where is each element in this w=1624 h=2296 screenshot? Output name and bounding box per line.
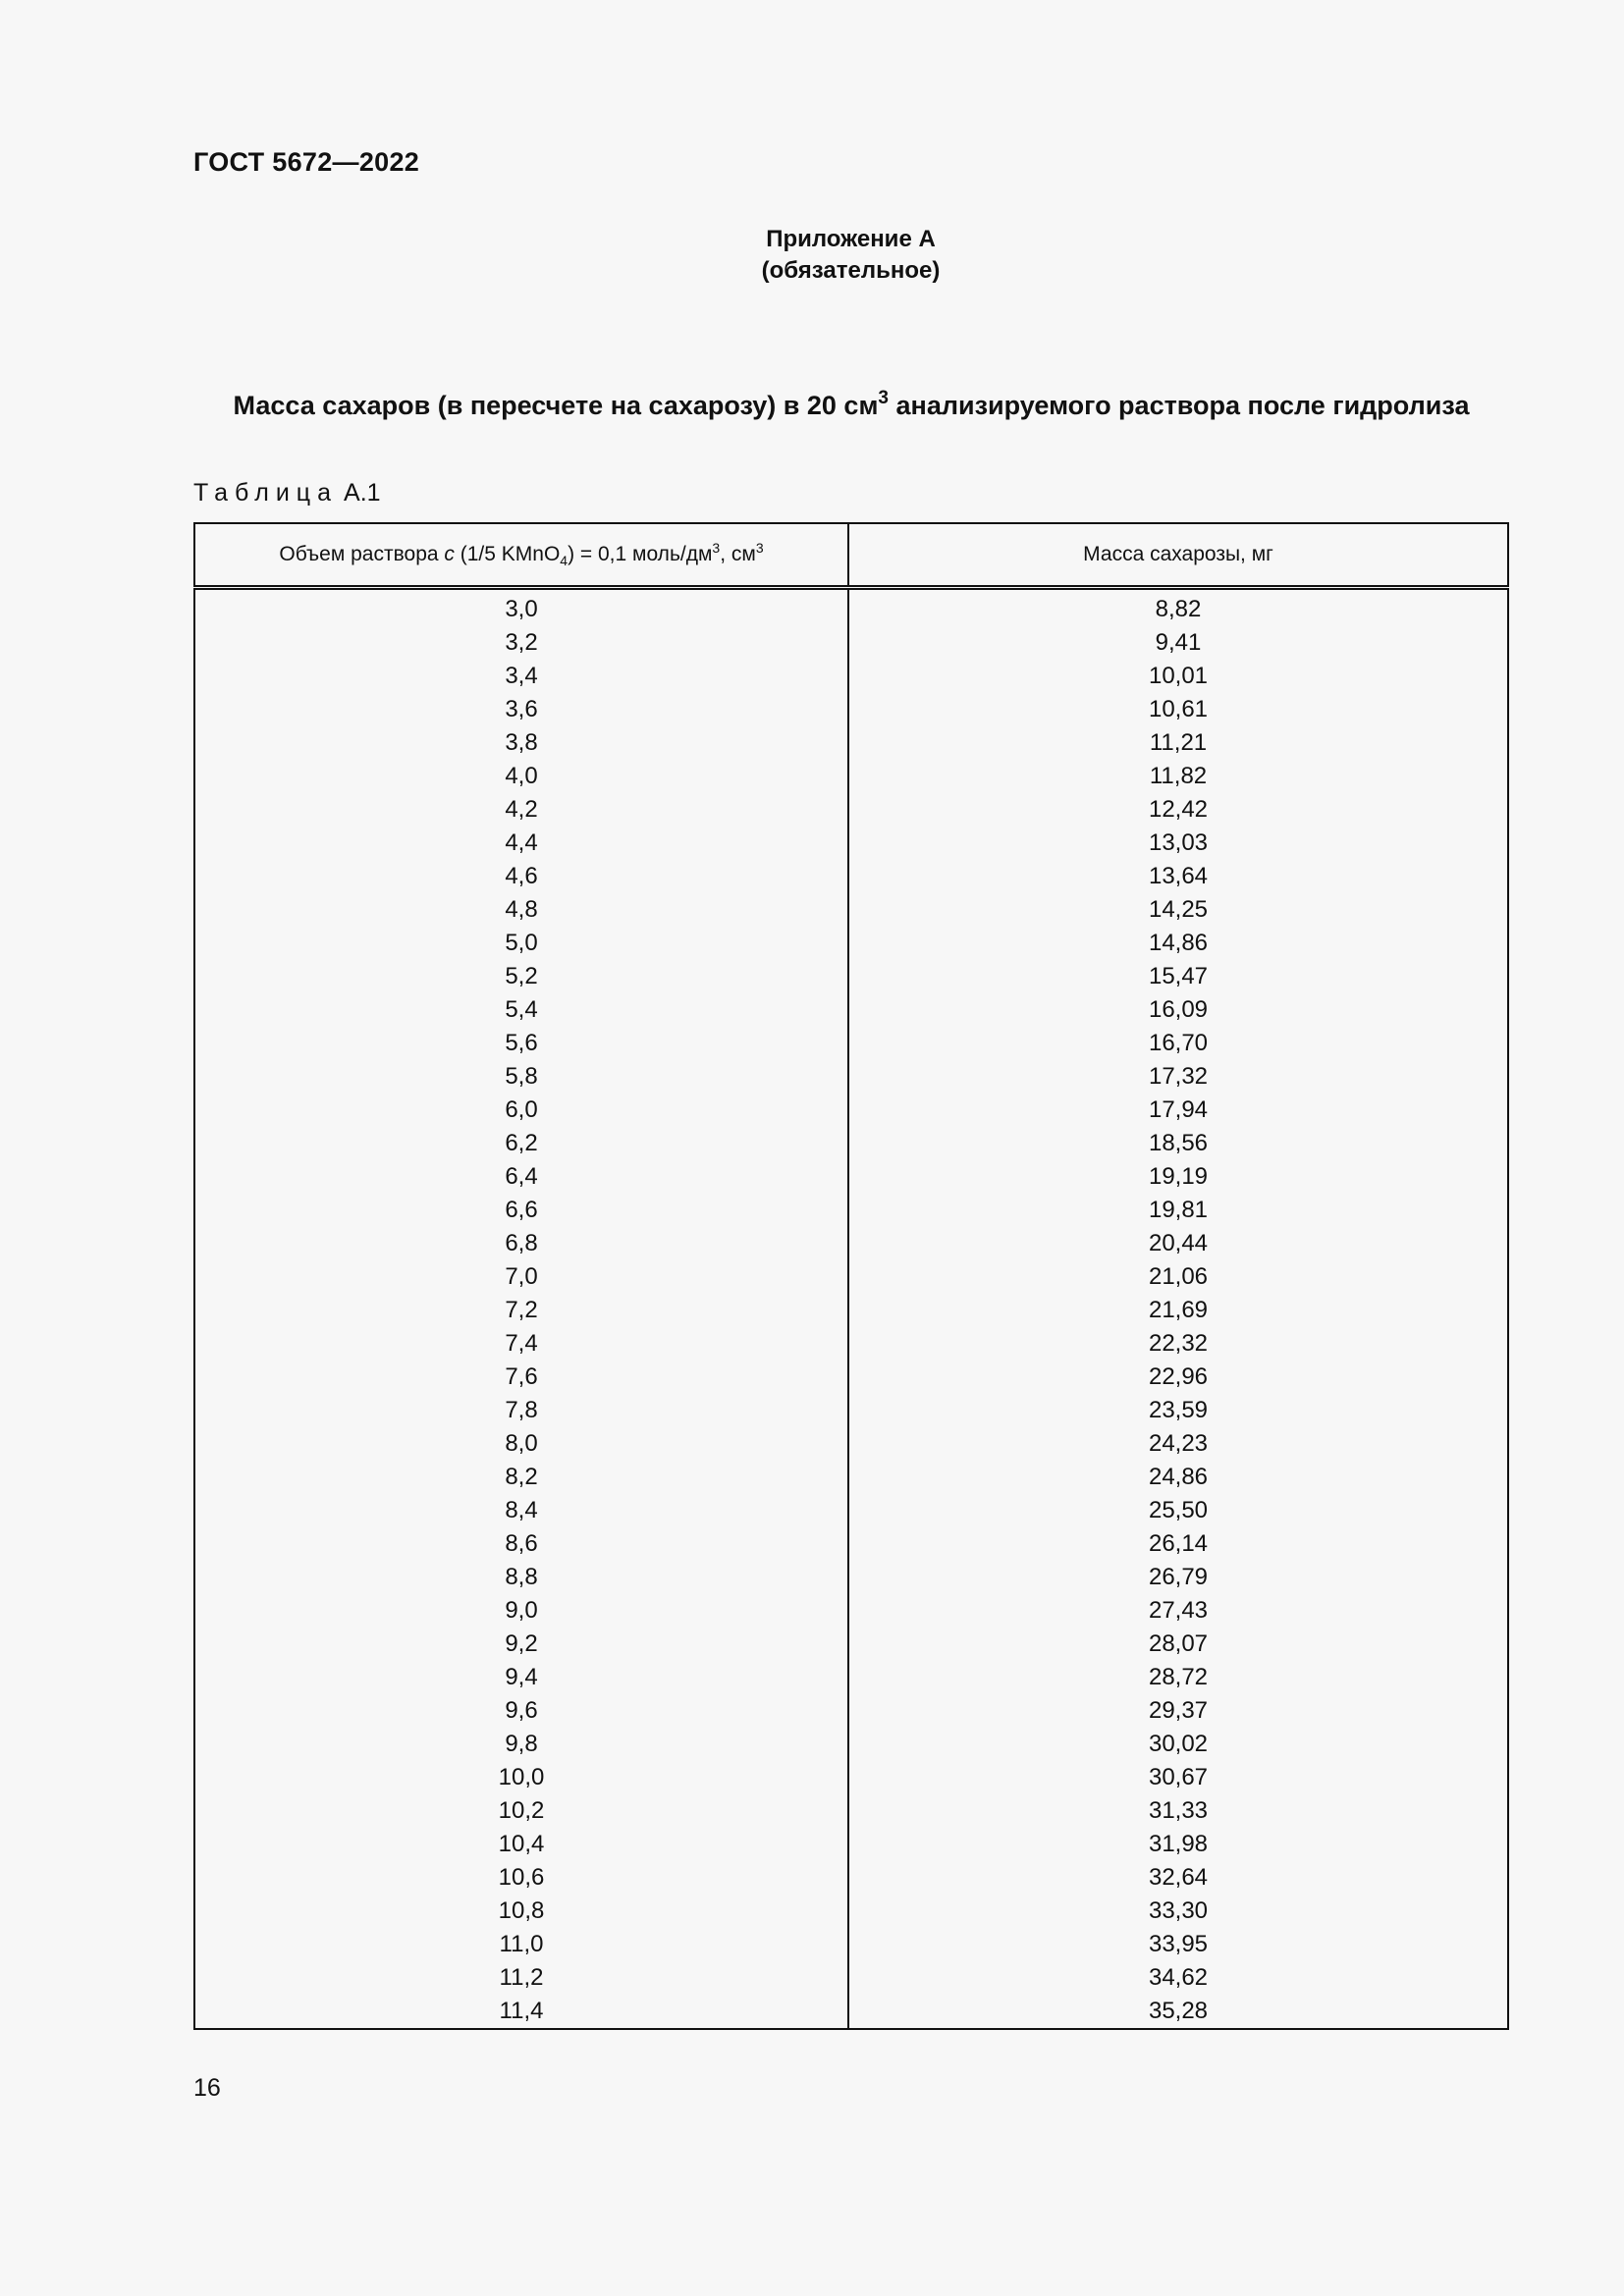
table-row [194, 1394, 1508, 1427]
col1-header-part4: , см [720, 543, 756, 565]
table-row [194, 1694, 1508, 1728]
sucrose-mass-cell: 25,50 [848, 1494, 1508, 1527]
sucrose-mass-cell: 11,21 [848, 726, 1508, 760]
table-label-number: А.1 [344, 479, 381, 507]
sucrose-mass-cell: 10,01 [848, 660, 1508, 693]
sucrose-mass-cell: 18,56 [848, 1127, 1508, 1160]
table-row [194, 827, 1508, 860]
table-row [194, 1895, 1508, 1928]
sucrose-mass-cell: 13,03 [848, 827, 1508, 860]
table-row [194, 1361, 1508, 1394]
sucrose-mass-cell: 26,14 [848, 1527, 1508, 1561]
table-header-row [194, 523, 1508, 588]
appendix-heading [0, 224, 1624, 287]
sucrose-mass-cell: 35,28 [848, 1995, 1508, 2029]
col1-header-prefix: Объем раствора [279, 543, 445, 565]
sucrose-mass-cell: 8,82 [848, 588, 1508, 627]
volume-cell: 10,8 [194, 1895, 848, 1928]
col1-header-part2: (1/5 KMnO [454, 543, 561, 565]
sucrose-mass-cell: 22,32 [848, 1327, 1508, 1361]
col1-header-sup-b: 3 [755, 540, 764, 556]
table-row [194, 1327, 1508, 1361]
volume-cell: 5,8 [194, 1060, 848, 1094]
volume-cell: 4,4 [194, 827, 848, 860]
volume-cell: 6,6 [194, 1194, 848, 1227]
table-row [194, 588, 1508, 627]
sucrose-mass-cell: 21,69 [848, 1294, 1508, 1327]
sucrose-mass-cell: 17,32 [848, 1060, 1508, 1094]
volume-cell: 11,4 [194, 1995, 848, 2029]
volume-cell: 9,6 [194, 1694, 848, 1728]
table-row [194, 1728, 1508, 1761]
table-row [194, 1928, 1508, 1961]
table-row [194, 993, 1508, 1027]
table-row [194, 1761, 1508, 1794]
table-row [194, 1227, 1508, 1260]
volume-cell: 3,2 [194, 626, 848, 660]
appendix-status: (обязательное) [761, 257, 941, 284]
sucrose-mass-cell: 27,43 [848, 1594, 1508, 1628]
sucrose-mass-cell: 16,09 [848, 993, 1508, 1027]
sucrose-mass-cell: 23,59 [848, 1394, 1508, 1427]
table-row [194, 1060, 1508, 1094]
appendix-title: Приложение А [766, 226, 936, 252]
sucrose-mass-cell: 33,30 [848, 1895, 1508, 1928]
sucrose-mass-cell: 12,42 [848, 793, 1508, 827]
table-row [194, 1027, 1508, 1060]
volume-cell: 10,6 [194, 1861, 848, 1895]
volume-cell: 6,4 [194, 1160, 848, 1194]
page-number: 16 [193, 2074, 221, 2102]
volume-cell: 8,6 [194, 1527, 848, 1561]
sucrose-mass-cell: 24,23 [848, 1427, 1508, 1461]
table-row [194, 1427, 1508, 1461]
sucrose-mass-table [193, 522, 1509, 2030]
volume-cell: 10,2 [194, 1794, 848, 1828]
volume-cell: 3,4 [194, 660, 848, 693]
sucrose-mass-cell: 14,25 [848, 893, 1508, 927]
volume-cell: 9,0 [194, 1594, 848, 1628]
volume-cell: 4,8 [194, 893, 848, 927]
sucrose-mass-cell: 19,19 [848, 1160, 1508, 1194]
table-row [194, 1661, 1508, 1694]
table-row [194, 1094, 1508, 1127]
sucrose-mass-cell: 28,72 [848, 1661, 1508, 1694]
table-row [194, 1127, 1508, 1160]
volume-cell: 4,0 [194, 760, 848, 793]
col1-header-italic-c: c [444, 543, 455, 565]
sucrose-mass-cell: 21,06 [848, 1260, 1508, 1294]
table-row [194, 1828, 1508, 1861]
volume-cell: 6,0 [194, 1094, 848, 1127]
table-row [194, 1260, 1508, 1294]
table-row [194, 1461, 1508, 1494]
table-row [194, 1794, 1508, 1828]
volume-cell: 5,4 [194, 993, 848, 1027]
sucrose-mass-cell: 34,62 [848, 1961, 1508, 1995]
volume-cell: 10,4 [194, 1828, 848, 1861]
volume-cell: 3,6 [194, 693, 848, 726]
sucrose-mass-cell: 20,44 [848, 1227, 1508, 1260]
volume-cell: 3,0 [194, 588, 848, 627]
sucrose-mass-cell: 32,64 [848, 1861, 1508, 1895]
volume-cell: 11,0 [194, 1928, 848, 1961]
col1-header-part3: ) = 0,1 моль/дм [568, 543, 713, 565]
table-row [194, 1160, 1508, 1194]
table-row [194, 1594, 1508, 1628]
sucrose-mass-cell: 19,81 [848, 1194, 1508, 1227]
volume-cell: 7,2 [194, 1294, 848, 1327]
sucrose-mass-cell: 17,94 [848, 1094, 1508, 1127]
sucrose-mass-cell: 22,96 [848, 1361, 1508, 1394]
table-row [194, 860, 1508, 893]
sucrose-mass-cell: 31,98 [848, 1828, 1508, 1861]
heading-text-before: Масса сахаров (в пересчете на сахарозу) в 20 см [233, 391, 879, 420]
sucrose-mass-cell: 30,02 [848, 1728, 1508, 1761]
table-row [194, 893, 1508, 927]
document-code: ГОСТ 5672—2022 [193, 147, 420, 177]
sucrose-mass-cell: 24,86 [848, 1461, 1508, 1494]
volume-cell: 7,8 [194, 1394, 848, 1427]
table-heading [193, 388, 1509, 421]
table-row [194, 1628, 1508, 1661]
volume-cell: 7,4 [194, 1327, 848, 1361]
sucrose-mass-cell: 28,07 [848, 1628, 1508, 1661]
sucrose-mass-cell: 14,86 [848, 927, 1508, 960]
heading-text-after: анализируемого раствора после гидролиза [889, 391, 1470, 420]
volume-cell: 6,8 [194, 1227, 848, 1260]
sucrose-mass-cell: 31,33 [848, 1794, 1508, 1828]
sucrose-mass-cell: 30,67 [848, 1761, 1508, 1794]
sucrose-mass-cell: 10,61 [848, 693, 1508, 726]
table-row [194, 726, 1508, 760]
sucrose-mass-cell: 26,79 [848, 1561, 1508, 1594]
table-row [194, 793, 1508, 827]
volume-cell: 9,4 [194, 1661, 848, 1694]
volume-cell: 10,0 [194, 1761, 848, 1794]
sucrose-mass-cell: 13,64 [848, 860, 1508, 893]
sucrose-mass-cell: 29,37 [848, 1694, 1508, 1728]
heading-superscript: 3 [878, 388, 889, 408]
sucrose-mass-cell: 11,82 [848, 760, 1508, 793]
table-row [194, 1194, 1508, 1227]
column-header-volume [194, 523, 848, 588]
column-header-sucrose-mass: Масса сахарозы, мг [848, 523, 1508, 588]
table-row [194, 760, 1508, 793]
table-row [194, 626, 1508, 660]
sucrose-mass-cell: 16,70 [848, 1027, 1508, 1060]
volume-cell: 5,2 [194, 960, 848, 993]
table-row [194, 1995, 1508, 2029]
volume-cell: 9,8 [194, 1728, 848, 1761]
volume-cell: 8,0 [194, 1427, 848, 1461]
col1-header-sup-a: 3 [712, 540, 721, 556]
volume-cell: 8,2 [194, 1461, 848, 1494]
table-row [194, 1561, 1508, 1594]
volume-cell: 4,6 [194, 860, 848, 893]
sucrose-mass-cell: 33,95 [848, 1928, 1508, 1961]
sucrose-mass-cell: 9,41 [848, 626, 1508, 660]
table-row [194, 1527, 1508, 1561]
volume-cell: 8,4 [194, 1494, 848, 1527]
volume-cell: 7,6 [194, 1361, 848, 1394]
volume-cell: 8,8 [194, 1561, 848, 1594]
volume-cell: 7,0 [194, 1260, 848, 1294]
table-label-word: Таблица [193, 479, 339, 507]
table-row [194, 1861, 1508, 1895]
table-row [194, 660, 1508, 693]
volume-cell: 5,0 [194, 927, 848, 960]
table-row [194, 1494, 1508, 1527]
table-row [194, 1961, 1508, 1995]
table-row [194, 927, 1508, 960]
volume-cell: 3,8 [194, 726, 848, 760]
table-row [194, 693, 1508, 726]
volume-cell: 4,2 [194, 793, 848, 827]
table-label [193, 479, 381, 507]
table-body [194, 588, 1508, 2030]
volume-cell: 6,2 [194, 1127, 848, 1160]
volume-cell: 9,2 [194, 1628, 848, 1661]
volume-cell: 11,2 [194, 1961, 848, 1995]
volume-cell: 5,6 [194, 1027, 848, 1060]
sucrose-mass-cell: 15,47 [848, 960, 1508, 993]
table-row [194, 960, 1508, 993]
table-row [194, 1294, 1508, 1327]
col1-header-sub: 4 [560, 553, 568, 568]
